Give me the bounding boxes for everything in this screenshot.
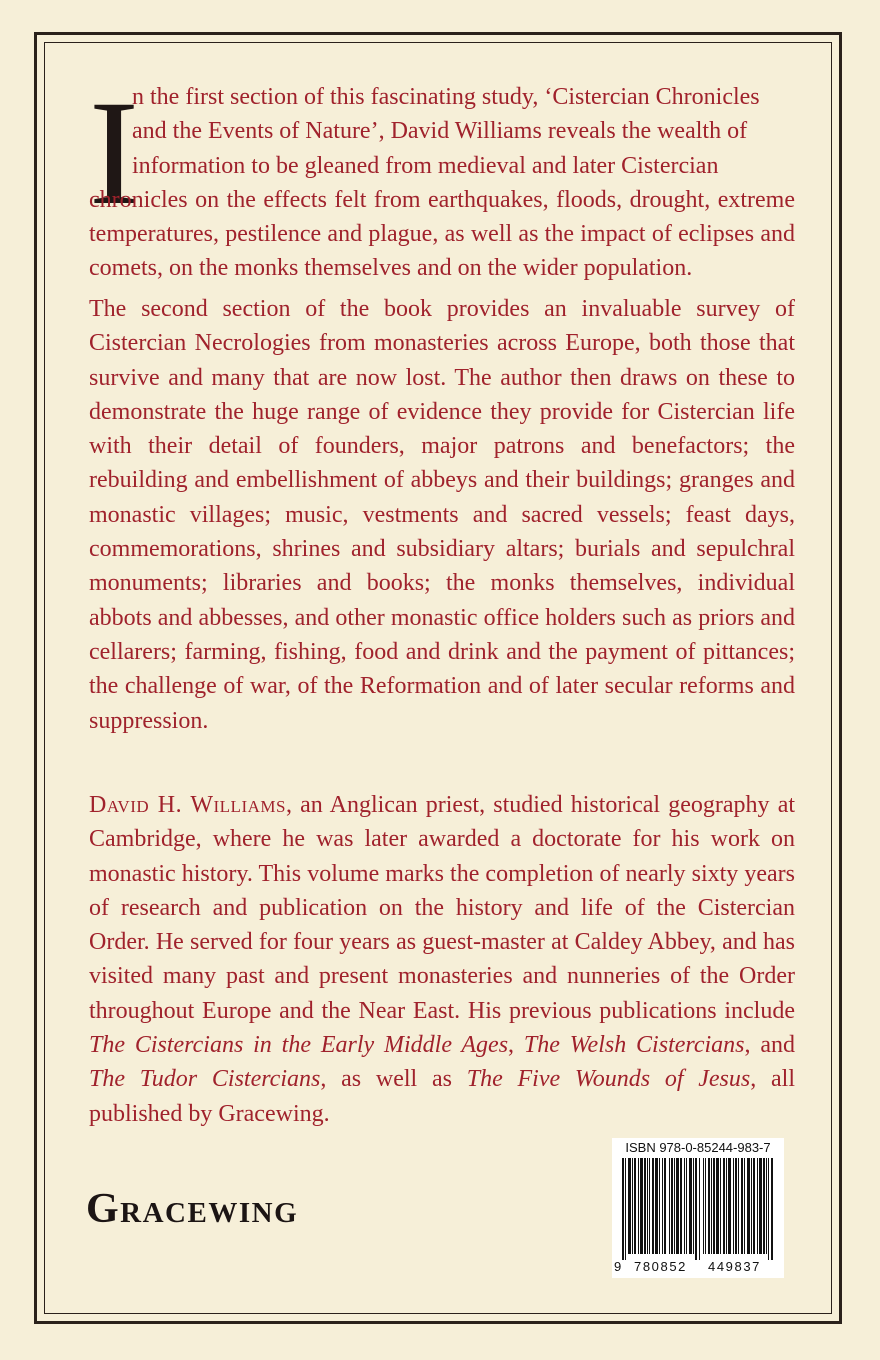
barcode-bar <box>703 1158 704 1254</box>
barcode-bar <box>686 1158 687 1254</box>
barcode-bar <box>674 1158 675 1254</box>
blurb-paragraph-1 <box>89 70 795 286</box>
barcode-bar <box>649 1158 650 1254</box>
barcode-bar <box>695 1158 697 1260</box>
isbn-barcode <box>612 1138 784 1278</box>
barcode-bar <box>768 1158 769 1260</box>
barcode-bars <box>620 1158 776 1260</box>
blurb-paragraph-1-rest: chronicles on the effects felt from earthquakes, floods, drought, extreme temperatures, pestilence and plague, as well as the impact of eclipses and comets, on the monks themselves and on the wider population. <box>89 186 795 282</box>
barcode-bar <box>720 1158 721 1254</box>
blurb-paragraph-2: The second section of the book provides an invaluable survey of Cistercian Necrologies from monasteries across Europe, both those that survive and many that are now lost. The author then draws on these to demonstrate the huge range of evidence they provide for Cistercian life with their detail of founders, major patrons and benefactors; the rebuilding and embellishment of abbeys and their buildings; granges and monastic villages; music, vestments and sacred vessels; feast days, commemorations, shrines and subsidiary altars; burials and sepulchral monuments; libraries and books; the monks themselves, individual abbots and abbesses, and other monastic office holders such as priors and cellarers; farming, fishing, food and drink and the payment of pittances; the challenge of war, of the Reformation and of later secular reforms and suppression. <box>89 296 795 734</box>
blurb-line-3: information to be gleaned from medieval and later Cistercian <box>132 152 719 179</box>
barcode-bar <box>747 1158 750 1254</box>
barcode-bar <box>662 1158 663 1254</box>
barcode-bar <box>728 1158 731 1254</box>
barcode-bar <box>741 1158 743 1254</box>
publisher-logo-text: Gracewing <box>86 1186 299 1232</box>
barcode-bar <box>708 1158 710 1254</box>
barcode-bar <box>753 1158 755 1254</box>
barcode-bar <box>711 1158 712 1254</box>
barcode-bar <box>757 1158 758 1254</box>
blurb-line-1: n the first section of this fascinating study, ‘Cistercian Chronicles <box>132 84 760 110</box>
barcode-digits-left: 780852 <box>634 1259 687 1274</box>
book-title: The Tudor Cistercians <box>89 1066 321 1093</box>
barcode-bar <box>771 1158 773 1260</box>
barcode-bar <box>671 1158 673 1254</box>
barcode-bar <box>664 1158 666 1254</box>
barcode-bar <box>655 1158 658 1254</box>
barcode-bar <box>689 1158 692 1254</box>
barcode-bar <box>634 1158 636 1254</box>
barcode-bar <box>713 1158 715 1254</box>
barcode-bar <box>625 1158 626 1260</box>
barcode-digits-right: 449837 <box>708 1259 761 1274</box>
author-name: David H. Williams <box>89 792 286 818</box>
barcode-bar <box>669 1158 670 1254</box>
barcode-bar <box>622 1158 624 1260</box>
barcode-bar <box>632 1158 633 1254</box>
book-title: The Welsh Cistercians <box>523 1032 745 1059</box>
barcode-bar <box>699 1158 700 1260</box>
barcode-bar <box>647 1158 648 1254</box>
barcode-bar <box>684 1158 685 1254</box>
barcode-bar <box>705 1158 706 1254</box>
book-title: The Cistercians in the Early Middle Ages <box>89 1032 509 1059</box>
barcode-digit-first: 9 <box>614 1259 622 1274</box>
barcode-bar <box>766 1158 767 1254</box>
barcode-bar <box>733 1158 734 1254</box>
barcode-bar <box>640 1158 643 1254</box>
barcode-bar <box>744 1158 745 1254</box>
barcode-bar <box>676 1158 679 1254</box>
barcode-bar <box>723 1158 725 1254</box>
barcode-bar <box>726 1158 727 1254</box>
barcode-bar <box>751 1158 752 1254</box>
book-title: The Five Wounds of Jesus <box>466 1066 751 1093</box>
barcode-bar <box>735 1158 737 1254</box>
barcode-bar <box>693 1158 694 1254</box>
barcode-bar <box>759 1158 762 1254</box>
barcode-bar <box>638 1158 639 1254</box>
barcode-bar <box>628 1158 631 1254</box>
blurb-line-2: and the Events of Nature’, David Williams reveals the wealth of <box>132 118 748 145</box>
barcode-bar <box>763 1158 765 1254</box>
barcode-bar <box>652 1158 654 1254</box>
barcode-bar <box>680 1158 682 1254</box>
barcode-bar <box>644 1158 646 1254</box>
barcode-bar <box>659 1158 660 1254</box>
drop-cap: I <box>89 70 139 236</box>
author-bio: David H. Williams, an Anglican priest, studied historical geography at Cambridge, where he was later awarded a doctorate for his work on monastic history. This volume marks the completion of nearly sixty years of research and publication on the history and life of the Cistercian Order. He served for four years as guest-master at Caldey Abbey, and has visited many past and present monasteries and nunneries of the Order throughout Europe and the Near East. His previous publications include The Cistercians in the Early Middle Ages, The Welsh Cistercians, and The Tudor Cistercians, as well as The Five Wounds of Jesus, all published by Gracewing. <box>89 792 796 1127</box>
barcode-bar <box>716 1158 719 1254</box>
isbn-label: ISBN 978-0-85244-983-7 <box>625 1140 771 1155</box>
barcode-bar <box>738 1158 739 1254</box>
